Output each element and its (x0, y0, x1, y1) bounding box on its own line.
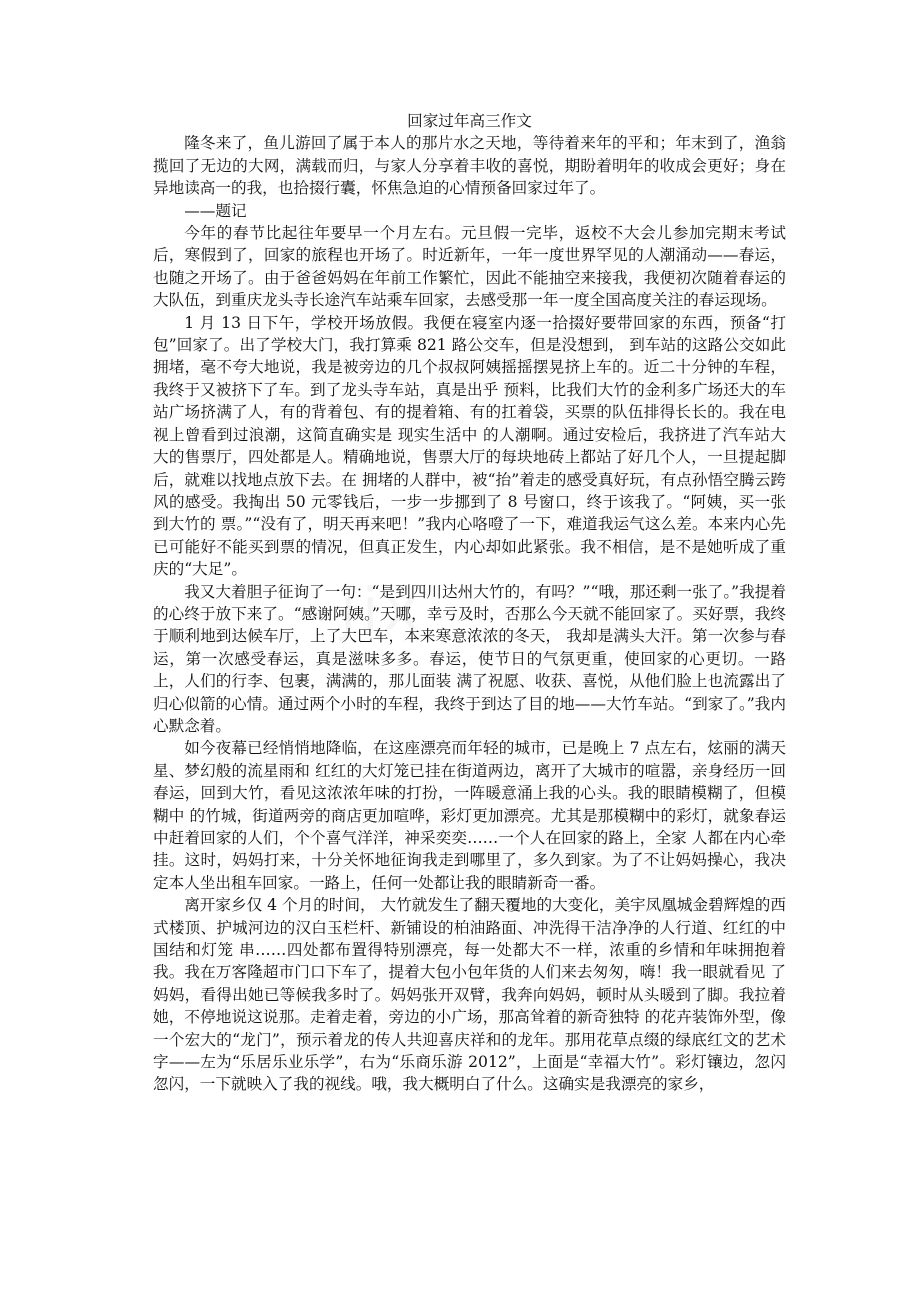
paragraph-4: 如今夜幕已经悄悄地降临，在这座漂亮而年轻的城市，已是晚上 7 点左右，炫丽的满天星、梦幻般的流星雨和 红红的大灯笼已挂在街道两边，离开了大城市的喧嚣，亲身经历一回春运，回到大竹，看见这浓浓年味的打扮，一阵暖意涌上我的心头。我的眼睛模糊了，但模糊中 的竹城，街道两旁的商店更加喧哗，彩灯更加漂亮。尤其是那模糊中的彩灯，就象春运中赶着回家的人们，个个喜气洋洋，神采奕奕……一个人在回家的路上，全家 人都在内心牵挂。这时，妈妈打来，十分关怀地征询我走到哪里了，多久到家。为了不让妈妈操心，我决定本人坐出租车回家。一路上，任何一处都让我的眼睛新奇一番。 (153, 739, 786, 892)
paragraph-inscription: ——题记 (184, 201, 247, 220)
document-title: 回家过年高三作文 (407, 112, 532, 130)
document-body (153, 110, 786, 1096)
watermark: jix (340, 575, 425, 643)
paragraph-1: 今年的春节比起往年要早一个月左右。元旦假一完毕，返校不大会儿参加完期末考试后，寒假到了，回家的旅程也开场了。时近新年，一年一度世界罕见的人潮涌动——春运，也随之开场了。由于爸爸妈妈在年前工作繁忙，因此不能抽空来接我，我便初次随着春运的大队伍，到重庆龙头寺长途汽车站乘车回家，去感受那一年一度全国高度关注的春运现场。 (153, 224, 786, 310)
paragraph-3: 我又大着胆子征询了一句：“是到四川达州大竹的，有吗？”“哦，那还剩一张了。”我提着的心终于放下来了。“感谢阿姨。”天哪，幸亏及时，否那么今天就不能回家了。买好票，我终于顺利地到达候车厅，上了大巴车，本来寒意浓浓的冬天， 我却是满头大汗。第一次参与春运，第一次感受春运，真是滋味多多。春运，使节日的气氛更重，使回家的心更切。一路上，人们的行李、包裹，满满的，那儿面装 满了祝愿、收获、喜悦，从他们脸上也流露出了归心似箭的心情。通过两个小时的车程，我终于到达了目的地——大竹车站。“到家了。”我内心默念着。 (153, 582, 786, 735)
paragraph-intro: 隆冬来了，鱼儿游回了属于本人的那片水之天地，等待着来年的平和；年末到了，渔翁揽回了无边的大网，满载而归，与家人分享着丰收的喜悦，期盼着明年的收成会更好；身在异地读高一的我，也拾掇行囊，怀焦急迫的心情预备回家过年了。 (153, 134, 786, 198)
paragraph-2: 1 月 13 日下午，学校开场放假。我便在寝室内逐一拾掇好要带回家的东西，预备“打包”回家了。出了学校大门，我打算乘 821 路公交车，但是没想到， 到车站的这路公交如此拥堵，毫不夸大地说，我是被旁边的几个叔叔阿姨摇摇摆晃挤上车的。近二十分钟的车程，我终于又被挤下了车。到了龙头寺车站，真是出乎 预料，比我们大竹的金利多广场还大的车站广场挤满了人，有的背着包、有的提着箱、有的扛着袋，买票的队伍排得长长的。我在电视上曾看到过浪潮，这简直确实是 现实生活中 的人潮啊。通过安检后，我挤进了汽车站大大的售票厅，四处都是人。精确地说，售票大厅的每块地砖上都站了好几个人，一旦提起脚后，就难以找地点放下去。在 拥堵的人群中，被“抬”着走的感受真好玩，有点孙悟空腾云跨风的感受。我掏出 50 元零钱后，一步一步挪到了 8 号窗口，终于该我了。“阿姨，买一张到大竹的 票。”“没有了，明天再来吧！”我内心咯噔了一下，难道我运气这么差。本来内心先已可能好不能买到票的情况，但真正发生，内心却如此紧张。我不相信，是不是她听成了重庆的“大足”。 (153, 313, 786, 579)
paragraph-5: 离开家乡仅 4 个月的时间， 大竹就发生了翻天覆地的大变化，美宇凤凰城金碧辉煌的西式楼顶、护城河边的汉白玉栏杆、新铺设的柏油路面、冲洗得干洁净净的人行道、红红的中国结和灯笼 串……四处都布置得特别漂亮，每一处都大不一样，浓重的乡情和年味拥抱着我。我在万客隆超市门口下车了，提着大包小包年货的人们来去匆匆，嗨！我一眼就看见 了妈妈，看得出她已等候我多时了。妈妈张开双臂，我奔向妈妈，顿时从头暖到了脚。我拉着她，不停地说这说那。走着走着，旁边的小广场，那高耸着的新奇独特 的花卉装饰外型，像一个宏大的“龙门”，预示着龙的传人共迎喜庆祥和的龙年。那用花草点缀的绿底红文的艺术字——左为“乐居乐业乐学”，右为“乐商乐游 2012”，上面是“幸福大竹”。彩灯镶边，忽闪忽闪，一下就映入了我的视线。哦，我大概明白了什么。这确实是我漂亮的家乡， (153, 896, 786, 1094)
